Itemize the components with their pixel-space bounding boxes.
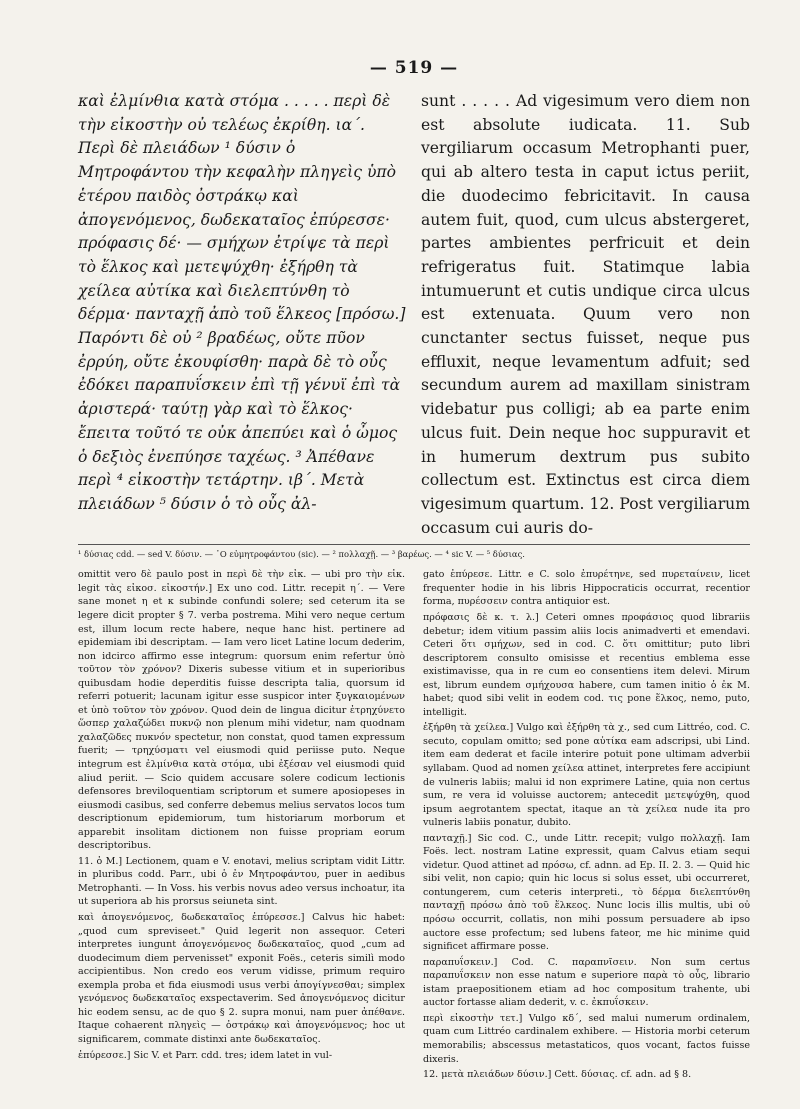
commentary-paragraph: 11. ὁ M.] Lectionem, quam e V. enotavi, melius scriptam vidit Littr. in pluribus codd. Parr., ubi ὁ ἐν Μητροφάντου, puer in aedibus Metrophanti. — In Voss. his verbis novus adeo versus inchoatur, ita ut superiora ab his prorsus seiuneta sint. xyxy=(78,855,405,908)
commentary-paragraph: omittit vero δὲ paulo post in περὶ δὲ τὴν εἰκ. — ubi pro τὴν εἰκ. legit τὰς εἰκοσ. εἰκοστήν.] Ex uno cod. Littr. recepit η΄. — Vere sane monet η et κ subinde confundi solere; sed ceterum ita se legere dicit propter § 7. verba postrema. Mihi vero neque certum est, illum locum recte habere, neque hanc hist. pertinere ad epidemiam ibi descriptam. — Iam vero licet Latine locum dederim, non idcirco affirmo esse integrum: quorsum enim refertur ὑπὸ τοῦτον τὸν χρόνον? Dixeris subesse vitium et in superioribus quibusdam hodie deperditis fuisse descripta talia, quorsum id referri potuerit; lacunam igitur esse suspicor inter ξυγκαιομένων et ὑπὸ τοῦτον τὸν χρόνον. Quod dein de lingua dicitur ἐτρηχύνετο ὥσπερ χαλαζώδει πυκνῷ non plenum mihi videtur, nam quodnam χαλαζῶδες πυκνόν spectetur, non constat, quod tamen expressum fuerit; — τρηχύσματι vel eiusmodi quid periisse puto. Neque integrum est ἐλμίνθια κατὰ στόμα, ubi ἐξέσαν vel eiusmodi quid aliud periit. — Scio quidem accusare solere codicum lectionis defensores breviloquentiam scriptorum et sumere aposiopeses in eiusmodi casibus, sed conferre debemus melius servatos locos tum descriptionum epidemiorum, tum historiarum morborum et apparebit insolitam dictionem non fuisse propriam eorum descriptoribus. xyxy=(78,569,405,852)
commentary-left-column xyxy=(78,568,405,1081)
commentary xyxy=(78,568,750,1081)
commentary-right-column xyxy=(423,568,750,1081)
commentary-paragraph: ἐξήρθη τὰ χείλεα.] Vulgo καὶ ἐξήρθη τὰ χ., sed cum Littréo, cod. C. secuto, copulam omitto; sed pone αὐτίκα eam adscripsi, ubi Lind. item eam dederat et facile interire potuit pone ultimam adverbii syllabam. Quod ad nomen χείλεα attinet, interpretes fere accipiunt de vulneris labiis; malui id non exprimere Latine, quia non certus sum, re vera id voluisse auctorem; antecedit μετεψύχθη, quod ipsum aegrotantem spectat, itaque an τὰ χείλεα nude ita pro vulneris labiis ponatur, dubito. xyxy=(423,722,750,829)
commentary-paragraph: gato ἐπύρεσε. Littr. e C. solo ἐπυρέτηνε, sed πυρεταίνειν, licet frequenter hodie in his libris Hippocraticis occurrat, recentior forma, πυρέσσειν contra antiquior est. xyxy=(423,569,750,608)
main-text xyxy=(78,90,750,540)
footnote-divider xyxy=(78,544,750,545)
commentary-paragraph: πρόφασις δὲ κ. τ. λ.] Ceteri omnes προφάσιος quod librariis debetur; idem vitium passim aliis locis animadverti et emendavi. Ceteri ὅτι σμήχων, sed in cod. C. ὅτι omittitur; puto libri descriptorem consulto omisisse et recentius emblema esse existimavisse, qua in re cum eo consentiens item delevi. Mirum est, librum eundem σμήχουσα habere, cum tamen initio ὁ ἐκ M. habet; quod sibi velit in eodem cod. τις pone ἕλκος, nemo, puto, intelligit. xyxy=(423,612,750,718)
commentary-paragraph: καὶ ἀπογενόμενος, δωδεκαταῖος ἐπύρεσσε.] Calvus hic habet: „quod cum spreviseet." Quid legerit non assequor. Ceteri interpretes iungunt ἀπογενόμενος δωδεκαταῖος, quod „cum ad duodecimum diem pervenisset" exponit Foës., ceteris similì modo accipientibus. Non credo eos verum vidisse, primum requiro exempla proba et fida eiusmodi usus verbi ἀπογίγνεσθαι; simplex γενόμενος δωδεκαταῖος exspectaverim. Sed ἀπογενόμενος dicitur hic eodem sensu, ac de quo § 2. supra monui, nam puer ἀπέθανε. Itaque cohaerent πληγεὶς — ὀστράκῳ καὶ ἀπογενόμενος; hoc ut significarem, commate distinxi ante δωδεκαταῖος. xyxy=(78,912,405,1045)
book-page xyxy=(78,58,750,1088)
latin-text: sunt . . . . . Ad vigesimum vero diem non est absolute iudicata. 11. Sub vergiliarum occasum Metrophanti puer, qui ab altero testa in caput ictus periit, die duodecimo febricitavit. In causa autem fuit, quod, cum ulcus abstergeret, partes ambientes perfricuit et dein refrigeratus fuit. Statimque labia intumuerunt et cutis undique circa ulcus est extenuata. Quum vero non cunctanter sectus fuisset, neque pus effluxit, neque levamentum adfuit; sed secundum aurem ad maxillam sinistram videbatur pus colligi; ab ea parte enim ulcus fuit. Dein neque hoc suppuravit et in humerum dextrum pus subito collectum est. Extinctus est circa diem vigesimum quartum. 12. Post vergiliarum occasum cui auris do- xyxy=(421,92,750,537)
commentary-paragraph: περὶ εἰκοστὴν τετ.] Vulgo κδ΄, sed malui numerum ordinalem, quam cum Littréo cardinalem exhibere. — Historia morbi ceterum memorabilis; abscessus metastaticos, quos vocant, factos fuisse dixeris. xyxy=(423,1012,750,1065)
commentary-paragraph: ἐπύρεσσε.] Sic V. et Parr. cdd. tres; idem latet in vul- xyxy=(78,1049,333,1061)
greek-text: καὶ ἐλμίνθια κατὰ στόμα . . . . . περὶ δὲ τὴν εἰκοστὴν οὐ τελέως ἐκρίθη. ια΄. Περὶ δὲ πλειάδων ¹ δύσιν ὁ Μητροφάντου τὴν κεφαλὴν πληγεὶς ὑπὸ ἑτέρου παιδὸς ὀστράκῳ καὶ ἀπογενόμενος, δωδεκαταῖος ἐπύρεσσε· πρόφασις δέ· — σμήχων ἐτρίψε τὰ περὶ τὸ ἕλκος καὶ μετεψύχθη· ἐξήρθη τὰ χείλεα αὐτίκα καὶ διελεπτύνθη τὸ δέρμα· πανταχῇ ἀπὸ τοῦ ἕλκεος [πρόσω.] Παρόντι δὲ οὐ ² βραδέως, οὔτε πῦον ἐρρύη, οὔτε ἐκουφίσθη· παρὰ δὲ τὸ οὖς ἐδόκει παραπυΐσκειν ἐπὶ τῇ γένυϊ ἐπὶ τὰ ἀριστερά· ταύτῃ γὰρ καὶ τὸ ἕλκος· ἔπειτα τοῦτό τε οὐκ ἀπεπύει καὶ ὁ ὦμος ὁ δεξιὸς ἐνεπύησε ταχέως. ³ Ἀπέθανε περὶ ⁴ εἰκοστὴν τετάρτην. ιβ΄. Μετὰ πλειάδων ⁵ δύσιν ὁ τὸ οὖς ἀλ- xyxy=(78,92,406,513)
commentary-paragraph: 12. μετὰ πλειάδων δύσιν.] Cett. δύσιας. cf. adn. ad § 8. xyxy=(423,1069,692,1081)
variant-footnotes: ¹ δύσιας cdd. — sed V. δύσιν. — ᾿Ο εὐμητροφάντου (sic). — ² πολλαχῇ. — ³ βαρέως. — ⁴ sic V. — ⁵ δύσιας. xyxy=(78,549,525,560)
page-number: — 519 — xyxy=(369,58,459,78)
latin-translation-column xyxy=(421,90,750,540)
commentary-paragraph: παραπυΐσκειν.] Cod. C. παραπνῖσειν. Non sum certus παραπυΐσκειν non esse natum e superiore παρὰ τὸ οὖς, librario istam praepositionem etiam ad hoc compositum trahente, ubi auctor fortasse aliam dederit, v. c. ἐκπυΐσκειν. xyxy=(423,956,750,1009)
greek-text-column xyxy=(78,90,407,540)
commentary-paragraph: πανταχῇ.] Sic cod. C., unde Littr. recepit; vulgo πολλαχῇ. Iam Foës. lect. nostram Latine expressit, quam Calvus etiam sequi videtur. Quod attinet ad πρόσω, cf. adnn. ad Ep. II. 2. 3. — Quid hic sibi velit, non capio; quin hic locus si solus esset, ubi occurreret, contungerem, cum ceteris interpreti., τὸ δέρμα διελεπτύνθη πανταχῇ πρόσω ἀπὸ τοῦ ἕλκεος. Nunc locis illis multis, ubi οὐ πρόσω occurrit, collatis, non mihi possum persuadere ab ipso auctore esse profectum; sed lubens fateor, me hic minime quid significet affirmare posse. xyxy=(423,832,750,953)
